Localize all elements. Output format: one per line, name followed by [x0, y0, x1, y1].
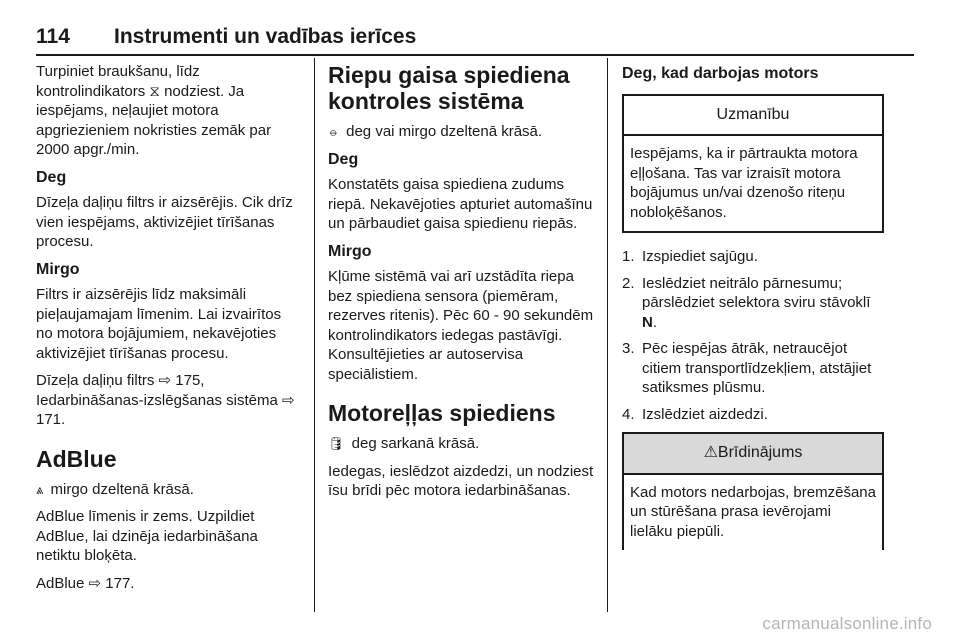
adblue-reference: AdBlue ⇨ 177.	[36, 574, 135, 592]
tire-pressure-icon: ⦵	[328, 124, 339, 139]
column-divider-2	[607, 58, 608, 612]
mirgo-paragraph: Filtrs ir aizsērējis līdz maksimāli pieļaujamajam līmenim. Lai izvairītos no motora bojājumiem, nekavējoties aktivizējiet tīrīšanas procesu.	[36, 286, 282, 362]
warning-title-bar	[624, 434, 882, 475]
caution-title: Uzmanību	[624, 96, 882, 137]
engine-running-heading: Deg, kad darbojas motors	[622, 65, 819, 82]
adblue-paragraph: AdBlue līmenis ir zems. Uzpildiet AdBlue, lai dzinēja iedarbināšana netiktu bloķēta.	[36, 508, 258, 564]
adblue-heading: AdBlue	[36, 445, 117, 472]
warning-title: Brīdinājums	[717, 444, 803, 461]
oil-status-text: deg sarkanā krāsā.	[347, 435, 480, 452]
caution-box	[622, 94, 884, 234]
list-item: 4. Izslēdziet aizdedzi.	[622, 405, 768, 423]
tpms-mirgo-heading: Mirgo	[328, 242, 372, 260]
deg-heading: Deg	[36, 168, 67, 186]
deg-paragraph: Dīzeļa daļiņu filtrs ir aizsērējis. Cik drīz vien iespējams, aktivizējiet tīrīšanas procesu.	[36, 194, 293, 250]
oil-can-icon: 🛢	[328, 436, 345, 451]
reference-paragraph: Dīzeļa daļiņu filtrs ⇨ 175, Iedarbināšanas-izslēgšanas sistēma ⇨ 171.	[36, 372, 295, 428]
adblue-icon: ⩓	[36, 481, 44, 497]
tpms-status-line	[328, 122, 594, 142]
list-item: 1. Izspiediet sajūgu.	[622, 248, 758, 265]
intro-paragraph: Turpiniet braukšanu, līdz kontrolindikators ⧖ nodziest. Ja iespējams, neļaujiet motora apgriezieniem nokristies zemāk par 2000 apgr./min.	[36, 63, 272, 158]
column-1	[36, 62, 298, 601]
tpms-heading: Riepu gaisa spiediena kontroles sistēma	[328, 62, 570, 114]
warning-triangle-icon: ⚠	[703, 444, 718, 461]
column-3	[622, 62, 884, 560]
column-divider-1	[314, 58, 315, 612]
warning-text: Kad motors nedarbojas, bremzēšana un stūrēšana prasa ievērojami lielāku piepūli.	[630, 483, 876, 540]
warning-box	[622, 432, 884, 550]
tpms-deg-heading: Deg	[328, 150, 359, 168]
tpms-status-text: deg vai mirgo dzeltenā krāsā.	[341, 123, 543, 140]
section-title: Instrumenti un vadības ierīces	[114, 25, 417, 48]
oil-pressure-heading: Motoreļļas spiediens	[328, 400, 556, 426]
steps-list	[622, 247, 884, 424]
page-header	[36, 25, 416, 49]
mirgo-heading: Mirgo	[36, 260, 80, 278]
tpms-mirgo-paragraph: Kļūme sistēmā vai arī uzstādīta riepa bez spiediena sensora (piemēram, rezerves ritenis). Pēc 60 - 90 sekundēm kontrolindikators iedegas pastāvīgi. Konsultējieties ar autoservisa speciālistiem.	[328, 268, 594, 383]
list-item: 2. Ieslēdziet neitrālo pārnesumu; pārslēdziet selektora sviru stāvoklī N.	[622, 274, 871, 331]
header-rule	[36, 54, 914, 56]
list-item: 3. Pēc iespējas ātrāk, netraucējot citiem transportlīdzekļiem, atstājiet satiksmes plūsmu.	[622, 340, 872, 396]
oil-paragraph: Iedegas, ieslēdzot aizdedzi, un nodziest īsu brīdi pēc motora iedarbināšanas.	[328, 462, 594, 499]
adblue-status-text: mirgo dzeltenā krāsā.	[46, 480, 194, 498]
page-number: 114	[36, 25, 70, 48]
watermark: carmanualsonline.info	[762, 614, 932, 633]
caution-text: Iespējams, ka ir pārtraukta motora eļļošana. Tas var izraisīt motora bojājumus un/vai dzenošo riteņu nobloķēšanos.	[630, 145, 858, 221]
column-2	[328, 62, 594, 509]
oil-status-line	[328, 434, 594, 454]
adblue-status-line	[36, 480, 298, 500]
tpms-deg-paragraph: Konstatēts gaisa spiediena zudums riepā. Nekavējoties apturiet automašīnu un pārbaudiet gaisa spiedienu riepās.	[328, 176, 593, 232]
